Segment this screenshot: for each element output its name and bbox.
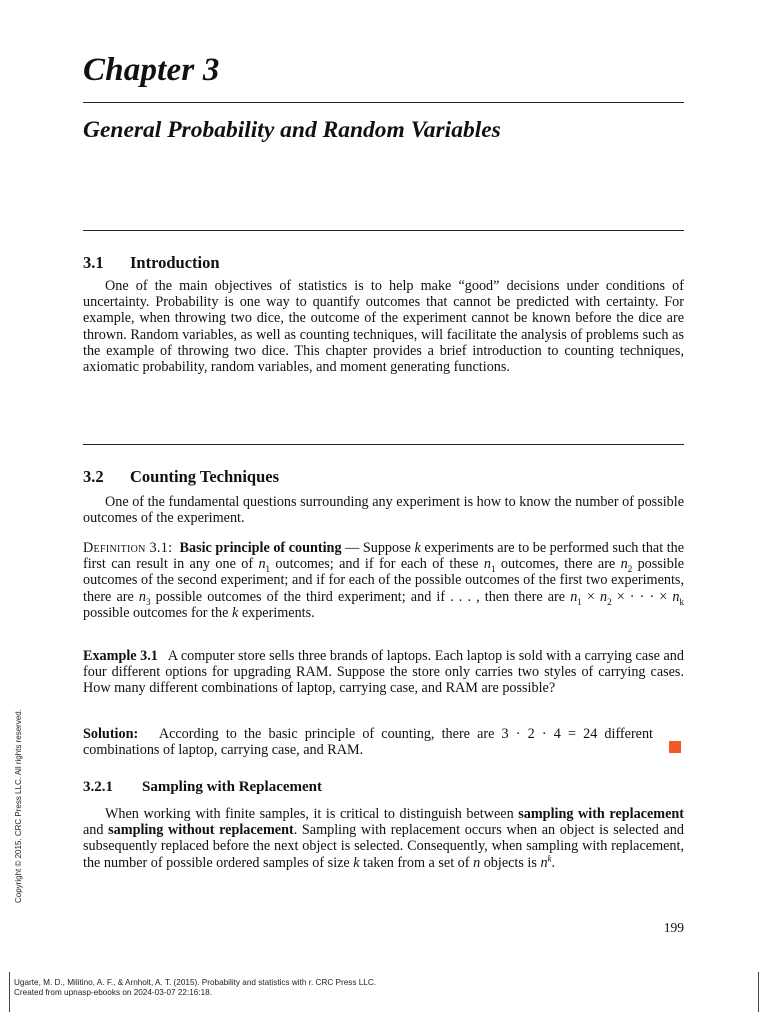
chapter-label: Chapter 3	[83, 52, 220, 88]
section-heading-3-2	[83, 467, 279, 487]
solution-3-1	[83, 726, 653, 758]
end-of-solution-square-icon	[669, 741, 681, 753]
math-n: n	[483, 556, 492, 573]
definition-text: experiments.	[241, 604, 315, 621]
created-line: Created from upnasp-ebooks on 2024-03-07 22:16:18.	[14, 988, 212, 997]
definition-term: Basic principle of counting	[179, 540, 342, 556]
math-subscript: k	[679, 596, 684, 607]
definition-text: experiments are to be performed such that the first can result in any one of	[83, 540, 685, 573]
sampling-text: .	[551, 854, 556, 871]
rule-section-3-2	[83, 444, 684, 445]
sampling-text: . Sampling with replacement occurs when an object is selected and subsequently replaced before the next object is selected. Consequently, when sampling with replacement, the number of possible ordered samples of size	[83, 822, 684, 871]
math-superscript: k	[547, 852, 552, 863]
sampling-text: objects is	[483, 854, 537, 871]
citation-line: Ugarte, M. D., Militino, A. F., & Arnholt, A. T. (2015). Probability and statistics with r. CRC Press LLC.	[14, 978, 377, 987]
solution-text: According to the basic principle of counting, there are 3 · 2 · 4 = 24 different combinations of laptop, carrying case, and RAM.	[83, 726, 654, 759]
counting-intro-paragraph: One of the fundamental questions surrounding any experiment is how to know the number of possible outcomes of the experiment.	[83, 494, 684, 527]
term-with-replacement: sampling with replacement	[518, 806, 684, 822]
math-n: n	[258, 556, 266, 573]
section-heading-3-1	[83, 253, 220, 273]
sampling-text: and	[83, 822, 104, 839]
math-k: k	[231, 604, 239, 621]
definition-3-1	[83, 540, 684, 621]
example-text: A computer store sells three brands of laptops. Each laptop is sold with a carrying case and four different options for upgrading RAM. Suppose the store only carries two styles of carrying cases. How many different combinations of laptop, carrying case, and RAM are possible?	[83, 648, 684, 697]
math-k: k	[353, 854, 360, 871]
math-n: n	[672, 588, 680, 605]
math-n: n	[540, 854, 548, 871]
math-subscript: 1	[577, 596, 582, 607]
crop-mark-right	[758, 972, 759, 1012]
math-operator: × · · · ×	[611, 588, 673, 605]
section-title: Counting Techniques	[130, 467, 280, 486]
definition-dash: —	[345, 540, 360, 556]
definition-text: outcomes, there are	[500, 556, 616, 573]
sampling-text: When working with finite samples, it is critical to distinguish between	[105, 806, 514, 822]
math-subscript: 2	[607, 596, 612, 607]
math-subscript: 1	[265, 564, 271, 575]
math-k: k	[414, 540, 421, 556]
math-subscript: 3	[145, 596, 151, 607]
definition-text: Suppose	[362, 540, 411, 556]
rule-section-3-1	[83, 230, 684, 231]
math-n: n	[600, 588, 608, 605]
sampling-paragraph	[83, 806, 684, 871]
sampling-text: taken from a set of	[363, 854, 470, 871]
math-subscript: 2	[627, 564, 633, 575]
section-title: Introduction	[130, 253, 220, 272]
definition-text: possible outcomes of the third experiment; and if . . . , then there are	[155, 588, 566, 605]
math-n: n	[570, 588, 578, 605]
example-label: Example 3.1	[83, 648, 158, 664]
rule-chapter	[83, 102, 684, 103]
solution-label: Solution:	[83, 726, 139, 742]
definition-text: possible outcomes of the second experiment; and if for each of the possible outcomes of the first two experiments, there are	[83, 556, 685, 605]
section-number: 3.1	[83, 253, 104, 272]
definition-label: Definition 3.1:	[83, 540, 173, 556]
chapter-title: General Probability and Random Variables	[83, 117, 501, 143]
subsection-number: 3.2.1	[83, 779, 113, 795]
crop-mark-left	[9, 972, 10, 1012]
citation-footer	[14, 978, 376, 998]
book-page	[83, 0, 684, 1024]
definition-text: possible outcomes for the	[83, 604, 229, 621]
definition-text: outcomes; and if for each of these	[275, 556, 479, 573]
subsection-heading-3-2-1	[83, 779, 322, 796]
term-without-replacement: sampling without replacement	[108, 822, 294, 839]
subsection-title: Sampling with Replacement	[142, 779, 322, 795]
math-operator: ×	[581, 588, 600, 605]
example-3-1	[83, 648, 684, 697]
math-n: n	[138, 588, 146, 605]
page-number: 199	[663, 920, 684, 935]
section-number: 3.2	[83, 467, 104, 486]
math-n: n	[473, 854, 481, 871]
math-subscript: 1	[491, 564, 496, 575]
side-copyright: Copyright © 2015. CRC Press LLC. All rights reserved.	[14, 709, 23, 903]
intro-paragraph: One of the main objectives of statistics is to help make “good” decisions under conditions of uncertainty. Probability is one way to quantify outcomes that cannot be predicted with certainty. For example, when throwing two dice, the outcome of the experiment cannot be known before the dice are thrown. Random variables, as well as counting techniques, will facilitate the analysis of problems such as the example of throwing two dice. This chapter provides a brief introduction to counting techniques, axiomatic probability, random variables, and moment generating functions.	[83, 278, 684, 376]
math-n: n	[620, 556, 628, 573]
